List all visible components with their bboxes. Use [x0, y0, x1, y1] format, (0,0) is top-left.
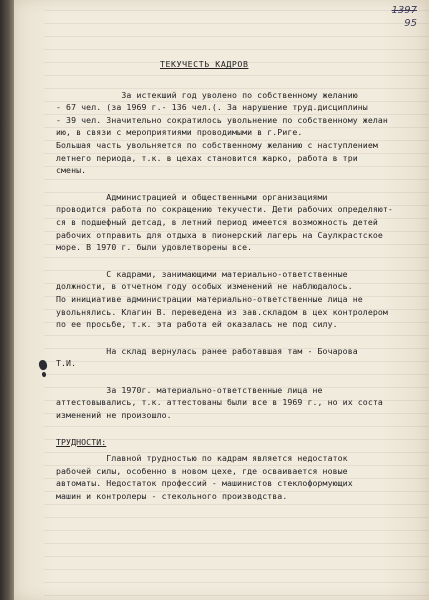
paragraph [56, 89, 408, 177]
folio-number: 95 [404, 18, 417, 29]
paragraphs [56, 89, 408, 422]
paragraph [56, 191, 408, 254]
paragraph [56, 384, 408, 422]
text-line: автоматы. Недостаток профессий - машинистов стеклоформующих [56, 478, 353, 489]
paragraph [56, 268, 408, 331]
document-body [56, 58, 408, 517]
text-line: Главной трудностью по кадрам является недостаток [56, 453, 348, 464]
text-line: - 39 чел. Значительно сократилось увольнение по собственному желан [56, 114, 388, 125]
text-line: рабочей силы, особенно в новом цехе, где осваивается новые [56, 465, 348, 476]
text-line: За истекший год уволено по собственному желанию [56, 89, 358, 100]
text-line: Большая часть увольняется по собственному желанию с наступлением [56, 139, 378, 150]
binding-edge [0, 0, 14, 600]
text-line: смены. [56, 165, 87, 176]
section-title: ТЕКУЧЕСТЬ КАДРОВ [160, 59, 249, 69]
text-line: ию, в связи с мероприятиями проводимыми в г.Риге. [56, 127, 303, 138]
text-line: рабочих отправить для отдыха в пионерский лагерь на Саулкрастское [56, 229, 383, 240]
text-line: ся в подшефный детсад, в летний период имеется возможность детей [56, 216, 378, 227]
difficulties-heading: ТРУДНОСТИ: [56, 436, 107, 447]
text-line: аттестовывались, т.к. аттестованы были все в 1969 г., но их соста [56, 397, 383, 408]
text-line: Т.И. [56, 358, 77, 369]
text-line: машин и контролеры - стекольного производства. [56, 491, 288, 502]
paragraph [56, 345, 408, 370]
text-line: С кадрами, занимающими материально-ответственные [56, 268, 348, 279]
page-folio [392, 4, 417, 30]
text-line: - 67 чел. (за 1969 г.- 136 чел.(. За нарушение труд.дисциплины [56, 102, 368, 113]
ink-mark-small [41, 371, 46, 377]
folio-struck-number: 1397 [391, 5, 417, 16]
text-line: увольнялись. Клагин В. переведена из зав.складом в цех контролером [56, 306, 388, 317]
document-page [14, 0, 429, 600]
text-line: изменений не произошло. [56, 410, 172, 421]
text-line: море. В 1970 г. были удовлетворены все. [56, 242, 253, 253]
difficulties-paragraph [56, 452, 408, 502]
text-line: На склад вернулась ранее работавшая там - Бочарова [56, 345, 358, 356]
text-line: Администрацией и общественными организациями [56, 191, 328, 202]
text-line: За 1970г. материально-ответственные лица не [56, 384, 323, 395]
text-line: По инициативе администрации материально-ответственные лица не [56, 293, 363, 304]
text-line: должности, в отчетном году особых изменений не наблюдалось. [56, 281, 353, 292]
text-line: проводится работа по сокращению текучести. Дети рабочих определяют- [56, 204, 393, 215]
text-line: по ее просьбе, т.к. эта работа ей оказалась не под силу. [56, 319, 338, 330]
text-line: летнего периода, т.к. в цехах становится жарко, работа в три [56, 152, 358, 163]
ink-mark [38, 359, 49, 371]
difficulties-section [56, 436, 408, 503]
